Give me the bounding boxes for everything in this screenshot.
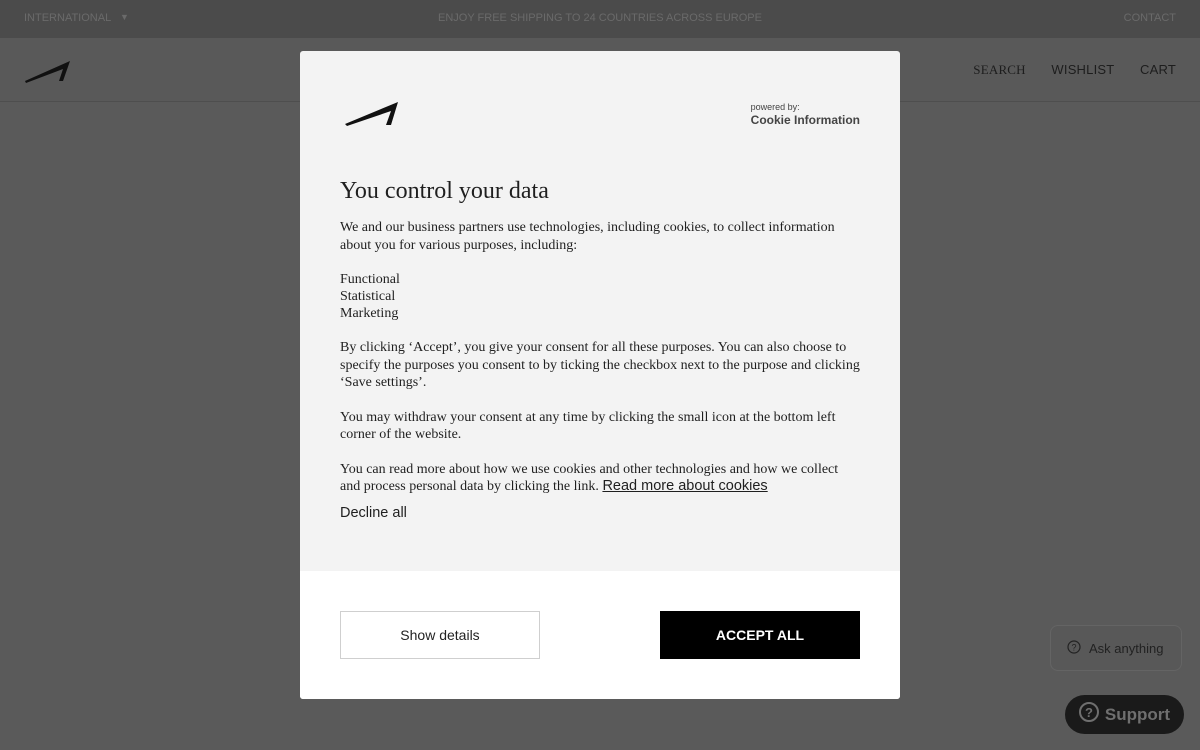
svg-text:?: ? xyxy=(1071,642,1077,652)
powered-by-brand: Cookie Information xyxy=(750,113,860,127)
intro-text: We and our business partners use technologies, including cookies, to collect information about you for various purposes, including: xyxy=(340,220,835,253)
chevron-down-icon[interactable]: ▼ xyxy=(120,12,129,22)
ask-anything-widget[interactable] xyxy=(1050,625,1182,671)
purpose-item: Statistical xyxy=(340,289,396,304)
show-details-button[interactable]: Show details xyxy=(340,611,540,659)
support-button[interactable] xyxy=(1065,695,1184,734)
brand-logo-icon[interactable] xyxy=(24,60,72,89)
search-link[interactable]: SEARCH xyxy=(973,62,1026,77)
dialog-title: You control your data xyxy=(340,178,549,204)
withdraw-text: You may withdraw your consent at any time by clicking the small icon at the bottom left corner of the website. xyxy=(340,409,836,442)
purpose-list xyxy=(340,271,860,322)
header-nav xyxy=(951,62,1176,78)
support-label: Support xyxy=(1104,704,1171,724)
powered-by-label: powered by: xyxy=(750,102,800,112)
cart-link[interactable]: CART xyxy=(1140,62,1176,77)
contact-link[interactable]: CONTACT xyxy=(1123,12,1176,24)
read-more-text: You can read more about how we use cookies and other technologies and how we collect and process personal data by clicking the link. xyxy=(340,461,839,494)
cookie-consent-dialog xyxy=(300,51,900,699)
consent-text: By clicking ‘Accept’, you give your consent for all these purposes. You can also choose to specify the purposes you consent to by ticking the checkbox next to the purpose and clicking ‘Save settings’. xyxy=(340,340,860,390)
purpose-item: Marketing xyxy=(340,306,399,321)
ask-anything-label: Ask anything xyxy=(1089,640,1164,656)
powered-by-badge[interactable] xyxy=(751,102,860,127)
region-selector[interactable]: INTERNATIONAL xyxy=(24,12,112,24)
decline-all-link[interactable]: Decline all xyxy=(340,505,407,521)
wishlist-link[interactable]: WISHLIST xyxy=(1051,62,1115,77)
shipping-promo: ENJOY FREE SHIPPING TO 24 COUNTRIES ACROSS EUROPE xyxy=(438,12,762,24)
question-icon xyxy=(1067,640,1081,657)
read-more-paragraph xyxy=(340,461,860,496)
read-more-link[interactable]: Read more about cookies xyxy=(602,478,768,494)
purpose-item: Functional xyxy=(340,272,400,287)
top-announcement-bar xyxy=(0,0,1200,38)
consent-content xyxy=(340,175,860,513)
brand-logo-icon xyxy=(345,101,399,132)
dialog-footer xyxy=(300,571,900,699)
accept-all-button[interactable]: ACCEPT ALL xyxy=(660,611,860,659)
svg-text:?: ? xyxy=(1084,705,1093,720)
help-icon xyxy=(1079,702,1099,727)
